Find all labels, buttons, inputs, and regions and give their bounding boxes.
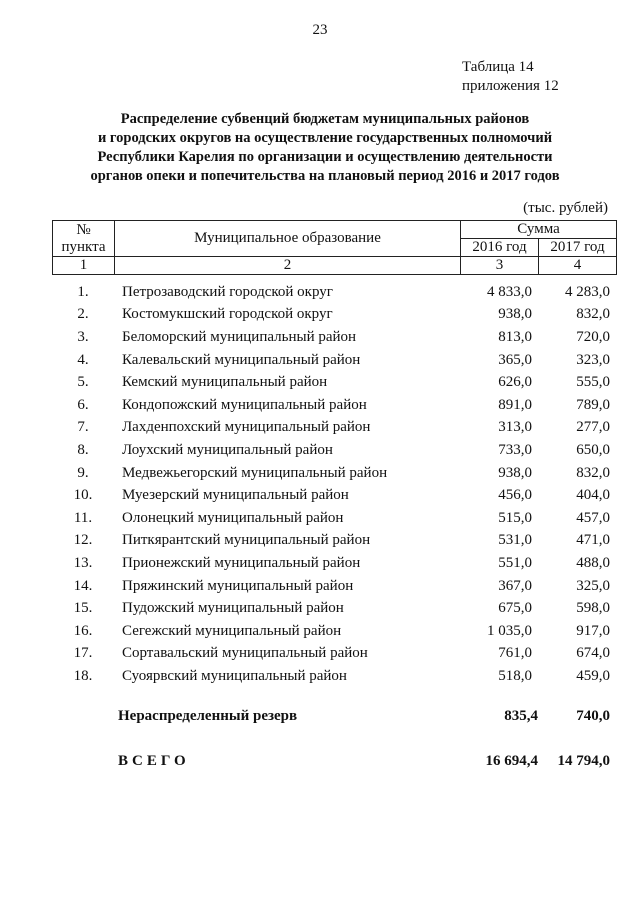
row-value-2017: 277,0	[576, 419, 610, 436]
row-municipality: Пряжинский муниципальный район	[122, 577, 354, 594]
row-number: 14.	[73, 577, 93, 594]
row-value-2016: 367,0	[498, 577, 532, 594]
title-line: Распределение субвенций бюджетам муниципальных районов	[120, 111, 530, 127]
row-value-2016: 891,0	[498, 396, 532, 413]
table-row	[52, 349, 616, 372]
table-reference	[462, 58, 559, 96]
row-value-2016: 313,0	[498, 419, 532, 436]
row-value-2016: 761,0	[498, 645, 532, 662]
table-body	[52, 281, 616, 688]
row-value-2017: 471,0	[576, 532, 610, 549]
row-number: 12.	[73, 532, 93, 549]
table-row	[52, 439, 616, 462]
row-number: 16.	[73, 622, 93, 639]
row-value-2017: 459,0	[576, 667, 610, 684]
row-number: 2.	[77, 306, 89, 323]
row-value-2016: 626,0	[498, 374, 532, 391]
row-value-2016: 813,0	[498, 328, 532, 345]
row-municipality: Костомукшский городской округ	[122, 306, 333, 323]
document-title	[40, 110, 610, 186]
row-value-2017: 323,0	[576, 351, 610, 368]
row-number: 17.	[73, 645, 93, 662]
row-value-2016: 518,0	[498, 667, 532, 684]
table-row	[52, 643, 616, 666]
table-row	[52, 665, 616, 688]
row-municipality: Прионежский муниципальный район	[122, 554, 361, 571]
page-number: 23	[312, 22, 328, 38]
total-2016: 16 694,4	[485, 753, 538, 769]
row-number: 9.	[77, 464, 89, 481]
table-row	[52, 552, 616, 575]
header-municipality: Муниципальное образование	[115, 221, 461, 257]
row-municipality: Кемский муниципальный район	[122, 374, 328, 391]
row-value-2016: 938,0	[498, 464, 532, 481]
row-value-2017: 555,0	[576, 374, 610, 391]
row-value-2016: 551,0	[498, 554, 532, 571]
row-value-2016: 675,0	[498, 600, 532, 617]
row-number: 13.	[73, 554, 93, 571]
table-row	[52, 371, 616, 394]
row-value-2017: 4 283,0	[565, 283, 610, 300]
row-value-2017: 650,0	[576, 441, 610, 458]
reserve-2017: 740,0	[576, 708, 610, 724]
row-municipality: Калевальский муниципальный район	[122, 351, 361, 368]
header-year-2017: 2017 год	[539, 239, 617, 257]
row-value-2016: 365,0	[498, 351, 532, 368]
row-value-2017: 488,0	[576, 554, 610, 571]
column-index-1: 1	[53, 257, 115, 275]
row-value-2016: 456,0	[498, 487, 532, 504]
table-row	[52, 462, 616, 485]
units-label: (тыс. рублей)	[523, 200, 608, 216]
reserve-2016: 835,4	[504, 708, 538, 724]
row-value-2016: 733,0	[498, 441, 532, 458]
row-municipality: Суоярвский муниципальный район	[122, 667, 347, 684]
row-number: 8.	[77, 441, 89, 458]
column-index-4: 4	[539, 257, 617, 275]
row-value-2017: 832,0	[576, 306, 610, 323]
table-row	[52, 394, 616, 417]
table-row	[52, 530, 616, 553]
row-municipality: Кондопожский муниципальный район	[122, 396, 367, 413]
table-row	[52, 484, 616, 507]
row-value-2016: 938,0	[498, 306, 532, 323]
row-number: 7.	[77, 419, 89, 436]
row-municipality: Пудожский муниципальный район	[122, 600, 344, 617]
row-municipality: Медвежьегорский муниципальный район	[122, 464, 388, 481]
data-table	[52, 281, 616, 688]
row-number: 15.	[73, 600, 93, 617]
row-municipality: Муезерский муниципальный район	[122, 487, 349, 504]
table-row	[52, 304, 616, 327]
row-value-2017: 404,0	[576, 487, 610, 504]
table-row	[52, 281, 616, 304]
title-line: Республики Карелия по организации и осуществлению деятельности	[97, 149, 553, 165]
header-number-label: пункта	[61, 238, 106, 255]
row-value-2016: 1 035,0	[487, 622, 532, 639]
row-value-2017: 720,0	[576, 328, 610, 345]
row-number: 18.	[73, 667, 93, 684]
table-header	[52, 220, 617, 275]
row-municipality: Сортавальский муниципальный район	[122, 645, 368, 662]
row-municipality: Петрозаводский городской округ	[122, 283, 333, 300]
column-index-2: 2	[115, 257, 461, 275]
table-row	[52, 575, 616, 598]
total-2017: 14 794,0	[557, 753, 610, 769]
row-value-2017: 674,0	[576, 645, 610, 662]
table-number: Таблица 14	[462, 59, 534, 75]
header-number-symbol: №	[76, 221, 91, 238]
row-municipality: Беломорский муниципальный район	[122, 328, 357, 345]
row-number: 11.	[73, 509, 93, 526]
total-label: ВСЕГО	[118, 753, 190, 769]
row-number: 6.	[77, 396, 89, 413]
row-municipality: Сегежский муниципальный район	[122, 622, 342, 639]
row-number: 4.	[77, 351, 89, 368]
row-municipality: Лахденпохский муниципальный район	[122, 419, 371, 436]
table-row	[52, 326, 616, 349]
row-value-2016: 531,0	[498, 532, 532, 549]
row-value-2016: 4 833,0	[487, 283, 532, 300]
title-line: органов опеки и попечительства на плановый период 2016 и 2017 годов	[90, 168, 560, 184]
row-value-2016: 515,0	[498, 509, 532, 526]
header-sum: Сумма	[461, 221, 617, 239]
reserve-label: Нераспределенный резерв	[118, 708, 298, 724]
row-number: 10.	[73, 487, 93, 504]
table-row	[52, 620, 616, 643]
row-municipality: Питкярантский муниципальный район	[122, 532, 371, 549]
row-value-2017: 325,0	[576, 577, 610, 594]
row-number: 5.	[77, 374, 89, 391]
row-value-2017: 789,0	[576, 396, 610, 413]
table-row	[52, 417, 616, 440]
row-value-2017: 598,0	[576, 600, 610, 617]
title-line: и городских округов на осуществление государственных полномочий	[97, 130, 553, 146]
row-municipality: Олонецкий муниципальный район	[122, 509, 344, 526]
row-value-2017: 832,0	[576, 464, 610, 481]
header-number-cell	[53, 221, 115, 257]
row-number: 1.	[77, 283, 89, 300]
row-value-2017: 917,0	[576, 622, 610, 639]
table-row	[52, 507, 616, 530]
row-municipality: Лоухский муниципальный район	[122, 441, 333, 458]
row-value-2017: 457,0	[576, 509, 610, 526]
table-row	[52, 597, 616, 620]
appendix-number: приложения 12	[462, 78, 559, 94]
header-year-2016: 2016 год	[461, 239, 539, 257]
column-index-3: 3	[461, 257, 539, 275]
row-number: 3.	[77, 328, 89, 345]
